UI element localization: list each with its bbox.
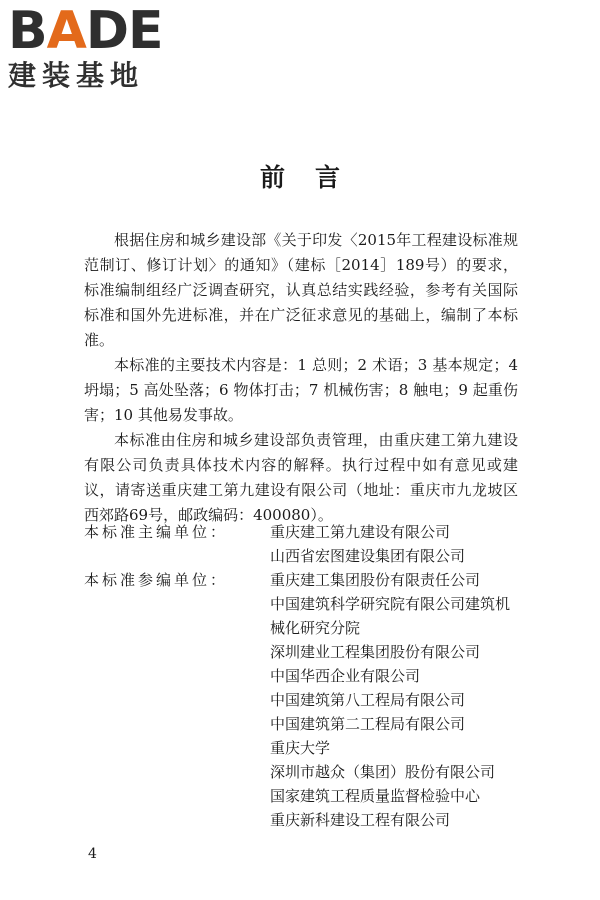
chief-unit: 山西省宏图建设集团有限公司 xyxy=(270,547,466,565)
participant-unit: 中国建筑第二工程局有限公司 xyxy=(270,715,466,733)
participant-unit: 重庆建工集团股份有限责任公司 xyxy=(270,571,481,589)
paragraph-text: 根据住房和城乡建设部《关于印发〈2015年工程建设标准规范制订、修订计划〉的通知》（建标［2014］189号）的要求，标准编制组经广泛调查研究，认真总结实践经验，参考有关国际标准和国外先进标准，并在广泛征求意见的基础上，编制了本标准。 xyxy=(84,231,518,349)
participant-unit: 深圳建业工程集团股份有限公司 xyxy=(270,643,481,661)
paragraph-text: 本标准由住房和城乡建设部负责管理，由重庆建工第九建设有限公司负责具体技术内容的解释。执行过程中如有意见或建议，请寄送重庆建工第九建设有限公司（地址：重庆市九龙坡区西郊路69号，邮政编码：400080）。 xyxy=(84,431,518,524)
bade-logo xyxy=(8,1,183,92)
participant-unit: 械化研究分院 xyxy=(270,619,361,637)
participant-unit: 国家建筑工程质量监督检验中心 xyxy=(270,787,481,805)
preface-paragraph-1 xyxy=(84,228,518,353)
participant-unit-label: 本标准参编单位： xyxy=(84,571,229,589)
participant-unit: 重庆新科建设工程有限公司 xyxy=(270,811,451,829)
participant-unit-list xyxy=(270,568,534,832)
chief-unit-label: 本标准主编单位： xyxy=(84,523,229,541)
chief-unit-list xyxy=(270,520,534,568)
logo-subtitle: 建装基地 xyxy=(8,59,145,92)
chief-unit-row xyxy=(84,520,534,568)
paragraph-text: 本标准的主要技术内容是：1 总则；2 术语；3 基本规定；4 坍塌；5 高处坠落；6 物体打击；7 机械伤害；8 触电；9 起重伤害；10 其他易发事故。 xyxy=(84,356,518,424)
editor-units xyxy=(84,520,534,832)
logo-wordmark: BADE xyxy=(8,1,163,61)
chief-unit: 重庆建工第九建设有限公司 xyxy=(270,523,451,541)
participant-unit: 重庆大学 xyxy=(270,739,331,757)
participant-unit: 中国华西企业有限公司 xyxy=(270,667,421,685)
participant-unit: 中国建筑第八工程局有限公司 xyxy=(270,691,466,709)
preface-paragraph-2 xyxy=(84,353,518,428)
preface-paragraph-3 xyxy=(84,428,518,528)
page-number: 4 xyxy=(88,846,97,862)
participant-unit: 深圳市越众（集团）股份有限公司 xyxy=(270,763,496,781)
participant-unit: 中国建筑科学研究院有限公司建筑机 xyxy=(270,595,511,613)
page-title: 前言 xyxy=(259,163,370,192)
participant-unit-row xyxy=(84,568,534,832)
